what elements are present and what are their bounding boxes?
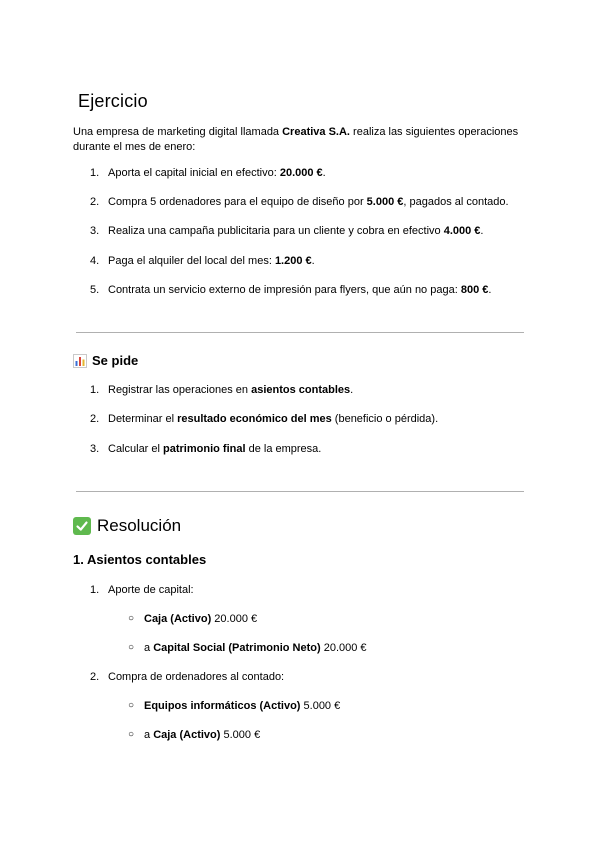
operation-text: Paga el alquiler del local del mes: 1.200 €. [108, 255, 315, 267]
bullet-circle-icon: ○ [128, 700, 135, 711]
operation-text: Aporta el capital inicial en efectivo: 20.000 €. [108, 167, 326, 179]
intro-text-pre: Una empresa de marketing digital llamada [73, 126, 283, 138]
task-text: Calcular el patrimonio final de la empresa. [108, 443, 322, 455]
document-page: Ejercicio Una empresa de marketing digital llamada Creativa S.A. realiza las siguientes operaciones durante el mes de enero: 1. Aporta el capital inicial en efectivo: 20.000 €. 2. Compra 5 ordenadores para el equipo de diseño por 5.000 €, pagados al contado. 3. Realiza una campaña publicitaria para un cliente y cobra en efectivo 4.000 €. 4. Paga el alquiler del local del mes: 1.200 €. 5. Contrata un servicio externo de impresión para flyers, que aún no paga: 800 €. Se pide 1. Registrar las operaciones en asientos contables. 2. Determinar el resultado económico del mes (beneficio o pérdida). 3. Calcular el patrimonio final de la empresa. Resolución 1. Asientos contables 1. Aporte de capital: 2. Compra de ordenadores al contado: ○ Caja (Activo) 20.000 € ○ a Capital Social (Patrimonio Neto) 20.000 € ○ Equipos informáticos (Activo) 5.000 € ○ a Caja (Activo) 5.000 € [0, 0, 600, 848]
operation-text: Realiza una campaña publicitaria para un cliente y cobra en efectivo 4.000 €. [108, 225, 484, 237]
bar-chart-icon [73, 354, 87, 368]
task-text: Determinar el resultado económico del mes (beneficio o pérdida). [108, 413, 439, 425]
task-text: Registrar las operaciones en asientos contables. [108, 384, 354, 396]
intro-text-post: realiza las siguientes operaciones durante el mes de enero: [73, 126, 519, 153]
list-number: 5. [90, 284, 100, 296]
list-number: 2. [90, 671, 100, 683]
bullet-circle-icon: ○ [128, 613, 135, 624]
intro-paragraph [73, 125, 533, 155]
list-number: 1. [90, 584, 100, 596]
entry-label: Compra de ordenadores al contado: [108, 671, 285, 683]
entry-label: Aporte de capital: [108, 584, 194, 596]
company-name: Creativa S.A. [282, 126, 350, 138]
list-number: 4. [90, 255, 100, 267]
page-title: Ejercicio [78, 91, 148, 111]
bullet-circle-icon: ○ [128, 729, 135, 740]
check-mark-icon [73, 517, 91, 535]
se-pide-heading-text: Se pide [92, 353, 139, 368]
section-divider [76, 332, 524, 333]
asientos-subheading: 1. Asientos contables [73, 552, 207, 567]
operation-text: Compra 5 ordenadores para el equipo de diseño por 5.000 €, pagados al contado. [108, 196, 509, 208]
resolucion-heading-text: Resolución [97, 516, 182, 535]
list-number: 1. [90, 384, 100, 396]
list-number: 3. [90, 443, 100, 455]
list-number: 1. [90, 167, 100, 179]
operation-text: Contrata un servicio externo de impresión para flyers, que aún no paga: 800 €. [108, 284, 492, 296]
list-number: 2. [90, 413, 100, 425]
list-number: 3. [90, 225, 100, 237]
list-number: 2. [90, 196, 100, 208]
section-divider [76, 491, 524, 492]
bullet-circle-icon: ○ [128, 642, 135, 653]
resolucion-heading [73, 516, 181, 536]
se-pide-heading [73, 353, 138, 368]
